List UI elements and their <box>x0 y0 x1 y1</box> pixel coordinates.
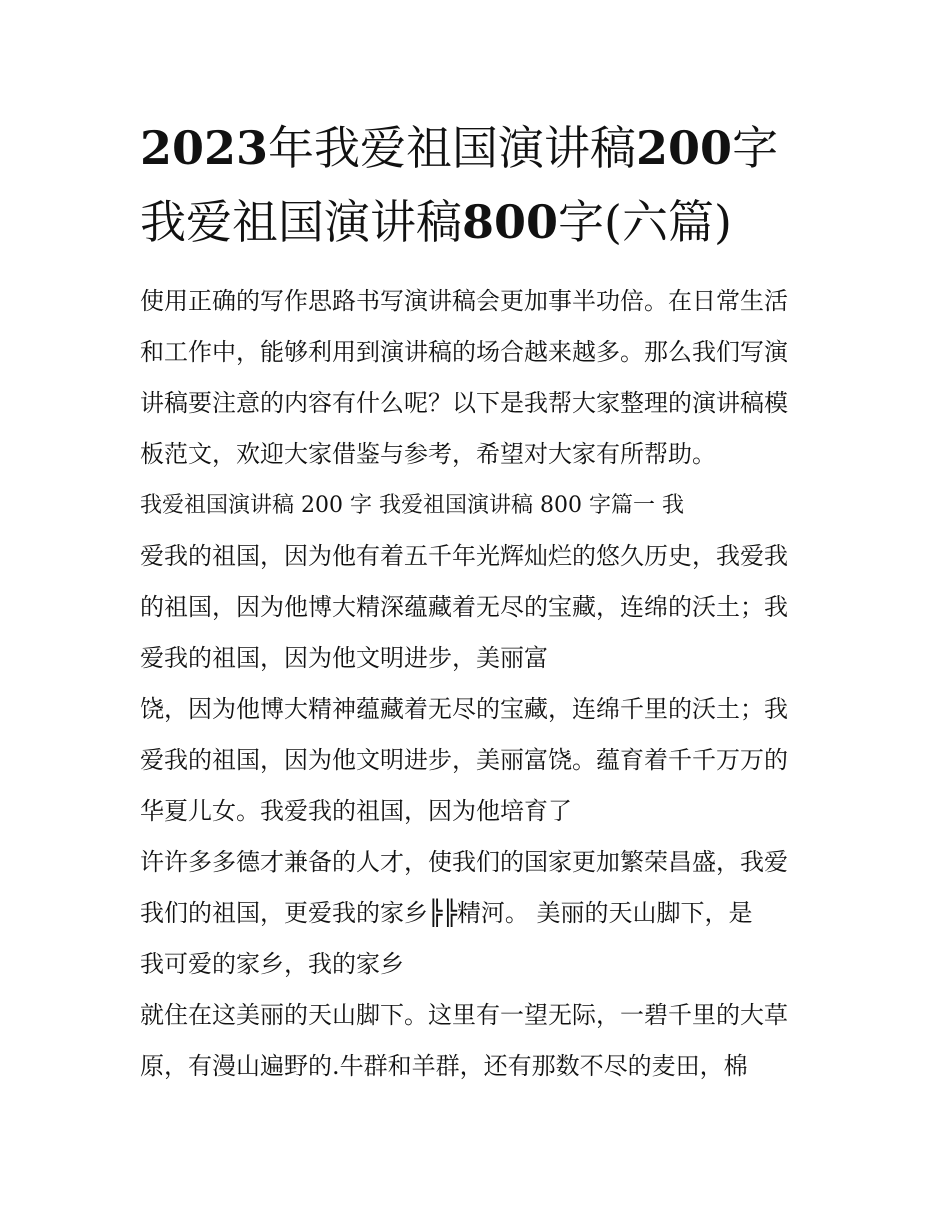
document-title <box>140 117 840 253</box>
title-line-2 <box>140 191 840 253</box>
body-line: 讲稿要注意的内容有什么呢？以下是我帮大家整理的演讲稿模 <box>140 389 788 417</box>
document-body <box>140 276 830 1092</box>
body-line: 饶，因为他博大精神蕴藏着无尽的宝藏，连绵千里的沃土；我 <box>140 695 788 723</box>
title-text: 我爱祖国演讲稿 <box>140 195 462 249</box>
body-line: 使用正确的写作思路书写演讲稿会更加事半功倍。在日常生活 <box>140 287 788 315</box>
body-line: 就住在这美丽的天山脚下。这里有一望无际，一碧千里的大草 <box>140 1001 788 1029</box>
body-line: 许许多多德才兼备的人才，使我们的国家更加繁荣昌盛，我爱 <box>140 848 788 876</box>
title-number: 800 <box>462 195 559 249</box>
body-line: 爱我的祖国，因为他有着五千年光辉灿烂的悠久历史，我爱我 <box>140 542 788 570</box>
body-line: 爱我的祖国，因为他文明进步，美丽富饶。蕴育着千千万万的 <box>140 746 788 774</box>
title-text: 年我爱祖国演讲稿 <box>268 121 637 175</box>
body-line: 爱我的祖国，因为他文明进步，美丽富 <box>140 644 548 672</box>
title-text: 字(六篇) <box>558 195 732 249</box>
body-line: 我可爱的家乡，我的家乡 <box>140 950 404 978</box>
title-text: 字 <box>732 121 779 175</box>
body-line: 原，有漫山遍野的.牛群和羊群，还有那数不尽的麦田，棉 <box>140 1052 748 1080</box>
body-line: 我们的祖国，更爱我的家乡╠╠精河。 美丽的天山脚下，是 <box>140 899 753 927</box>
title-number: 200 <box>636 121 733 175</box>
section-heading: 我爱祖国演讲稿 200 字 我爱祖国演讲稿 800 字篇一 我 <box>140 493 684 518</box>
body-line: 和工作中，能够利用到演讲稿的场合越来越多。那么我们写演 <box>140 338 788 366</box>
title-line-1 <box>140 117 840 179</box>
body-line: 华夏儿女。我爱我的祖国，因为他培育了 <box>140 797 572 825</box>
body-line: 的祖国，因为他博大精深蕴藏着无尽的宝藏，连绵的沃土；我 <box>140 593 788 621</box>
title-year: 2023 <box>140 121 269 175</box>
body-line: 板范文，欢迎大家借鉴与参考，希望对大家有所帮助。 <box>140 440 716 468</box>
